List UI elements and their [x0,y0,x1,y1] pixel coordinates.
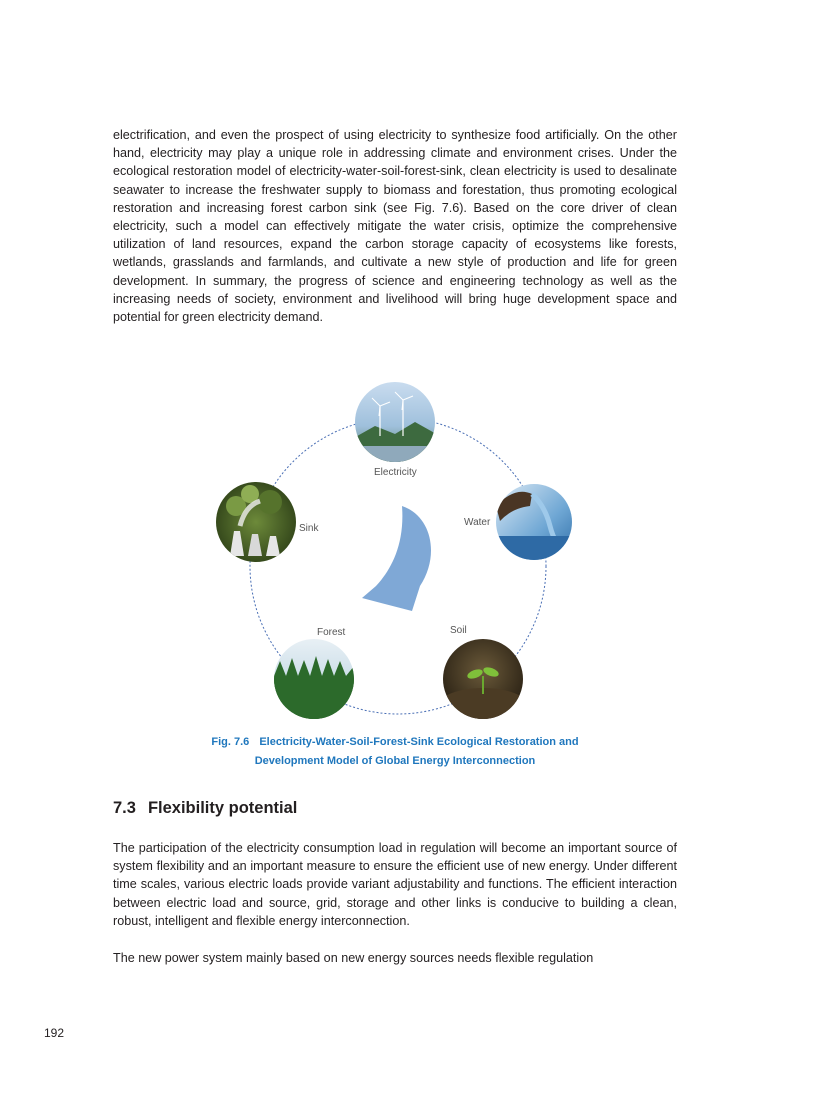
section-heading [113,799,297,818]
section-title: Flexibility potential [147,799,298,817]
caption-line-1: Electricity-Water-Soil-Forest-Sink Ecological Restoration and [259,736,579,748]
water-pouring-image [496,484,576,566]
cycle-arrow-icon [362,506,431,611]
caption-number: Fig. 7.6 [211,736,250,748]
page-number: 192 [44,1026,65,1040]
label-forest: Forest [317,627,346,638]
smokestack-forest-image [216,482,296,562]
figure-caption [113,733,677,770]
body-paragraph-3: The new power system mainly based on new energy sources needs flexible regulation [113,951,594,965]
wind-turbine-landscape-image [350,382,440,466]
caption-line-2: Development Model of Global Energy Interconnection [254,754,536,767]
section-number: 7.3 [113,799,136,817]
label-water: Water [464,517,491,528]
seedling-soil-image [438,639,528,724]
forest-image [274,639,354,721]
label-sink: Sink [299,523,319,534]
label-soil: Soil [450,625,467,636]
ecological-restoration-figure [200,376,600,726]
label-electricity: Electricity [374,467,417,478]
body-paragraph-1: electrification, and even the prospect of using electricity to synthesize food artificially. On the other hand, electricity may play a unique role in addressing climate and environment crises. Under the ecological restoration model of electricity-water-soil-forest-sink, clean electricity is used to desalinate seawater to increase the freshwater supply to biomass and forestation, thus promoting ecological restoration and increasing forest carbon sink (see Fig. 7.6). Based on the core driver of clean electricity, such a model can effectively mitigate the water crisis, optimize the comprehensive utilization of land resources, expand the carbon storage capacity of ecosystems like forests, wetlands, grasslands and farmlands, and cultivate a new style of production and life for green development. In summary, the progress of science and engineering technology as well as the increasing needs of society, environment and livelihood will bring huge development space and potential for green electricity demand. [113,128,677,325]
body-paragraph-2: The participation of the electricity consumption load in regulation will become an important source of system flexibility and an important measure to ensure the efficient use of new energy. Under different time scales, various electric loads provide variant adjustability and functions. The efficient interaction between electric load and source, grid, storage and other links is conducive to building a clean, robust, intelligent and flexible energy interconnection. [113,841,677,928]
